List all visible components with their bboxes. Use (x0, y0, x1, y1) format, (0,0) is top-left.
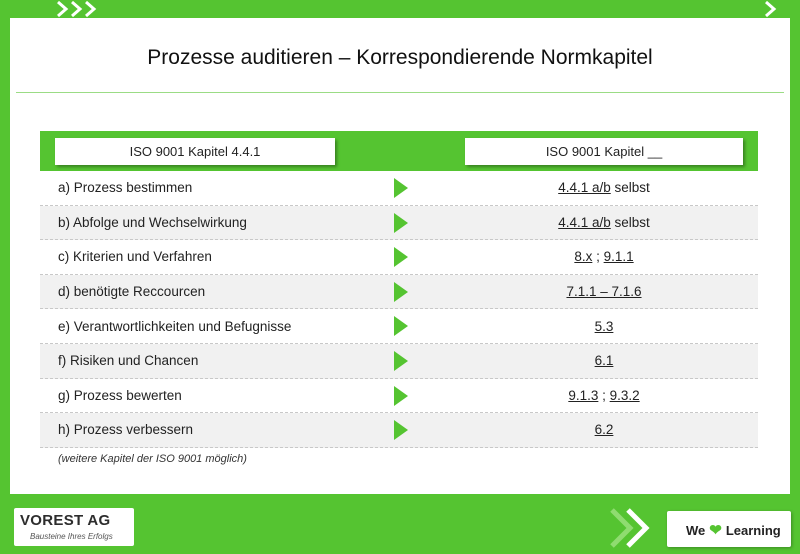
mapping-table (40, 171, 758, 448)
row-reference (465, 180, 743, 195)
badge-post: Learning (725, 522, 781, 538)
chapter-link[interactable]: 9.3.2 (609, 387, 640, 403)
badge-pre: We (686, 522, 706, 538)
table-row (40, 275, 758, 310)
right-frame-bar (790, 0, 800, 554)
row-label: f) Risiken und Chancen (58, 353, 199, 369)
row-reference (465, 215, 743, 230)
arrow-right-icon (394, 351, 408, 371)
row-label: e) Verantwortlichkeiten und Befugnisse (58, 318, 292, 334)
row-reference (465, 353, 743, 368)
reference-text: ; (598, 387, 610, 403)
arrow-right-icon (394, 178, 408, 198)
chapter-link[interactable]: 9.1.1 (603, 249, 634, 265)
row-reference (465, 319, 743, 334)
row-label: h) Prozess verbessern (58, 422, 194, 438)
row-label: d) benötigte Reccourcen (58, 284, 206, 300)
chapter-link[interactable]: 5.3 (594, 318, 614, 334)
footnote: (weitere Kapitel der ISO 9001 möglich) (58, 453, 247, 465)
chevron-top-right-icon (758, 0, 788, 18)
top-frame-bar (0, 0, 800, 18)
column-header-left: ISO 9001 Kapitel 4.4.1 (55, 138, 335, 165)
row-reference (465, 388, 743, 403)
title-divider (16, 92, 784, 93)
reference-text: selbst (610, 180, 650, 196)
row-reference (465, 284, 743, 299)
logo-tagline: Bausteine Ihres Erfolgs (30, 532, 113, 541)
reference-text: selbst (610, 214, 650, 230)
row-label: b) Abfolge und Wechselwirkung (58, 214, 247, 230)
column-header-right: ISO 9001 Kapitel __ (465, 138, 743, 165)
badge-text (686, 521, 781, 539)
arrow-right-icon (394, 420, 408, 440)
table-header-bar (40, 131, 758, 171)
chapter-link[interactable]: 6.1 (594, 353, 614, 369)
slide-title: Prozesse auditieren – Korrespondierende Normkapitel (147, 46, 653, 69)
chapter-link[interactable]: 4.4.1 a/b (558, 180, 611, 196)
table-row (40, 206, 758, 241)
chapter-link[interactable]: 8.x (574, 249, 593, 265)
row-label: c) Kriterien und Verfahren (58, 249, 212, 265)
table-row (40, 171, 758, 206)
left-frame-bar (0, 0, 10, 554)
table-row (40, 240, 758, 275)
arrow-right-icon (394, 247, 408, 267)
arrow-right-icon (394, 282, 408, 302)
chapter-link[interactable]: 4.4.1 a/b (558, 214, 611, 230)
table-row (40, 344, 758, 379)
chapter-link[interactable]: 6.2 (594, 422, 614, 438)
reference-text: ; (592, 249, 604, 265)
chevrons-bottom-icon (606, 506, 664, 550)
heart-icon: ❤ (709, 522, 722, 539)
arrow-right-icon (394, 386, 408, 406)
row-label: a) Prozess bestimmen (58, 180, 193, 196)
table-row (40, 379, 758, 414)
logo-name: VOREST AG (20, 512, 111, 529)
chapter-link[interactable]: 9.1.3 (568, 387, 599, 403)
table-row (40, 309, 758, 344)
arrow-right-icon (394, 213, 408, 233)
row-label: g) Prozess bewerten (58, 387, 182, 403)
row-reference (465, 422, 743, 437)
table-row (40, 413, 758, 448)
arrow-right-icon (394, 316, 408, 336)
row-reference (465, 249, 743, 264)
chapter-link[interactable]: 7.1.1 – 7.1.6 (566, 284, 642, 300)
chevrons-top-left-icon (52, 0, 104, 18)
